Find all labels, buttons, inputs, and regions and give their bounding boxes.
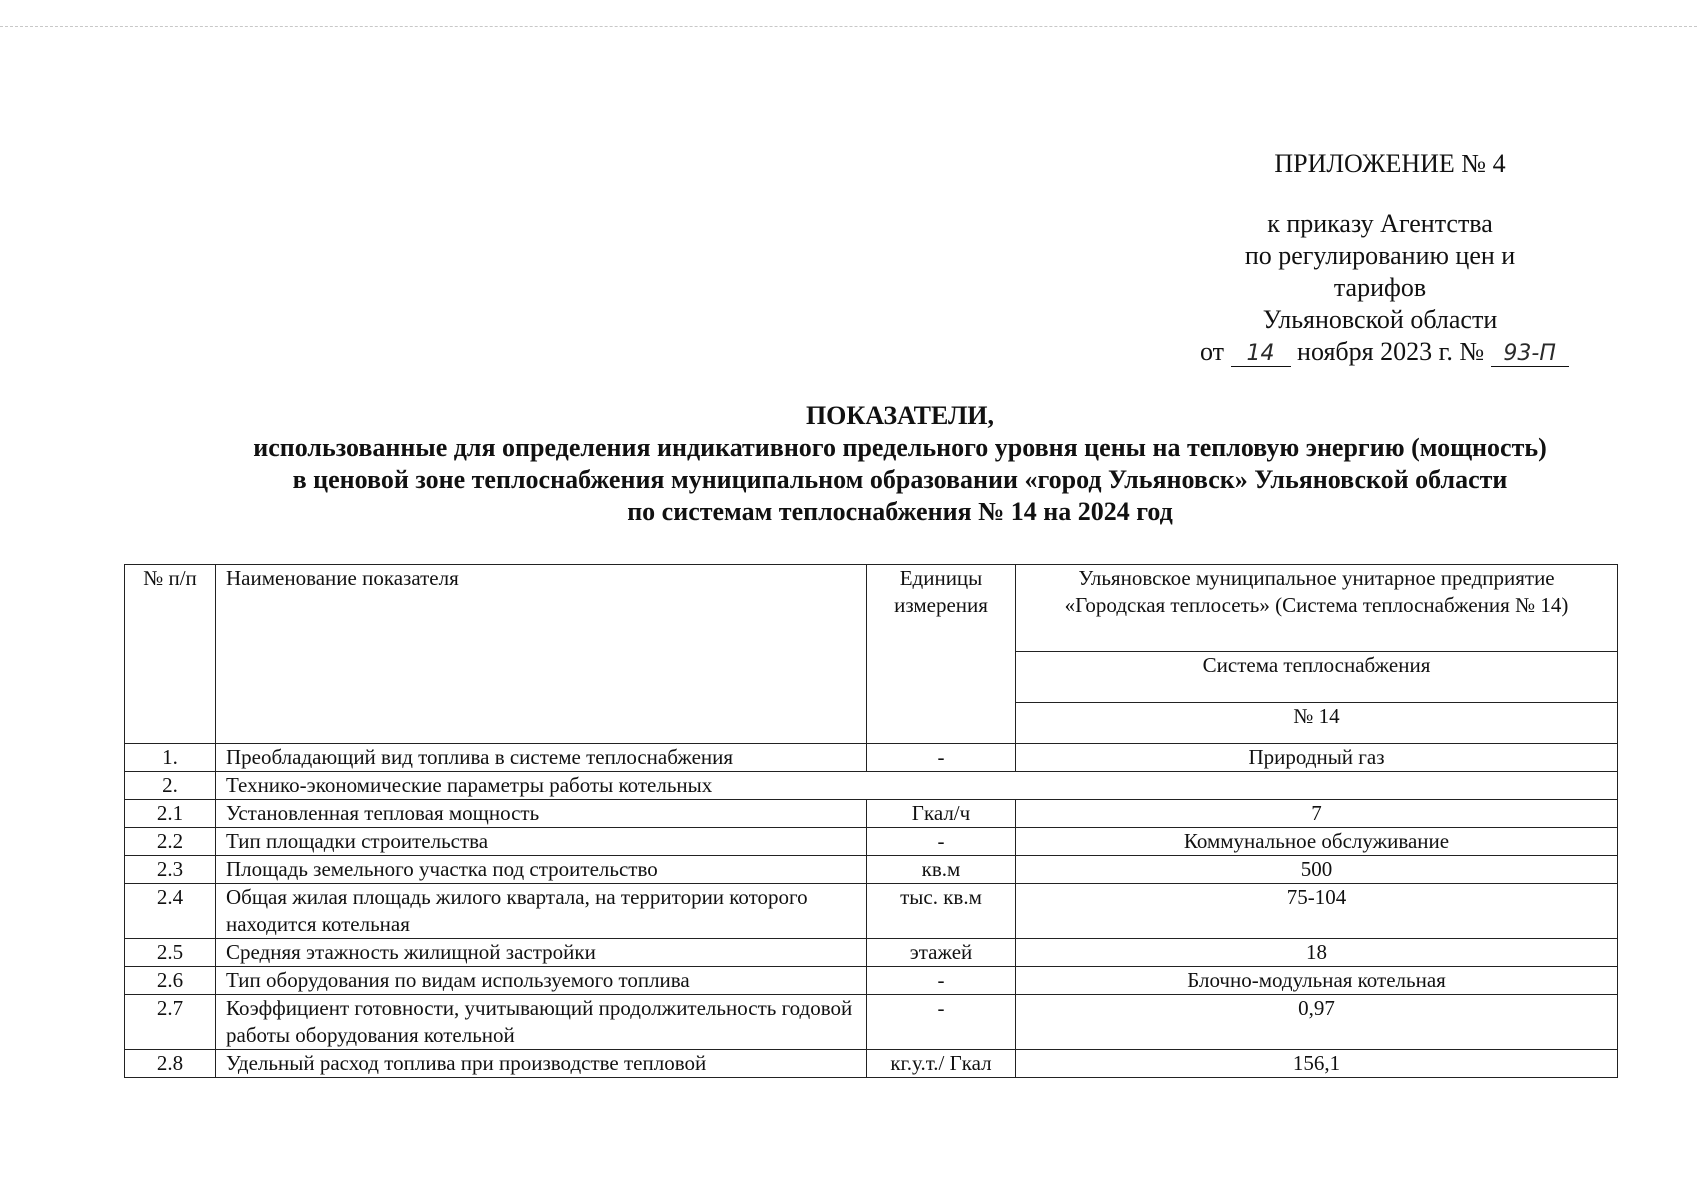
row-number: 2.6 — [125, 967, 216, 995]
handwritten-day: 14 — [1231, 342, 1291, 367]
header-system: Система теплоснабжения — [1016, 651, 1618, 702]
row-indicator-name: Коэффициент готовности, учитывающий продолжительность годовой работы оборудования котельной — [216, 995, 867, 1050]
row-value: 0,97 — [1016, 995, 1618, 1050]
row-number: 2.2 — [125, 828, 216, 856]
row-number: 1. — [125, 744, 216, 772]
row-value: Блочно-модульная котельная — [1016, 967, 1618, 995]
order-date-line — [1200, 336, 1560, 368]
row-indicator-name: Тип площадки строительства — [216, 828, 867, 856]
row-indicator-name: Средняя этажность жилищной застройки — [216, 939, 867, 967]
row-unit: кв.м — [867, 856, 1016, 884]
heading-line-3: по системам теплоснабжения № 14 на 2024 год — [627, 497, 1173, 526]
heading-line-2: в ценовой зоне теплоснабжения муниципальном образовании «город Ульяновск» Ульяновской области — [292, 465, 1508, 494]
row-value: 7 — [1016, 800, 1618, 828]
table-row — [125, 967, 1618, 995]
scan-top-edge — [0, 26, 1697, 27]
row-number: 2.3 — [125, 856, 216, 884]
table-row — [125, 772, 1618, 800]
row-number: 2.4 — [125, 884, 216, 939]
row-unit: Гкал/ч — [867, 800, 1016, 828]
heading-line-1: использованные для определения индикативного предельного уровня цены на тепловую энергию (мощность) — [253, 433, 1547, 462]
table-row — [125, 1050, 1618, 1078]
appendix-block — [1200, 148, 1560, 368]
row-indicator-name: Преобладающий вид топлива в системе теплоснабжения — [216, 744, 867, 772]
table-row — [125, 995, 1618, 1050]
appendix-line-2: по регулированию цен и тарифов — [1244, 241, 1516, 302]
table-row — [125, 939, 1618, 967]
row-indicator-name: Площадь земельного участка под строительство — [216, 856, 867, 884]
document-heading — [120, 400, 1680, 528]
appendix-title: ПРИЛОЖЕНИЕ № 4 — [1274, 149, 1506, 178]
row-value: Природный газ — [1016, 744, 1618, 772]
row-unit: тыс. кв.м — [867, 884, 1016, 939]
heading-title: ПОКАЗАТЕЛИ, — [805, 401, 995, 430]
row-unit: - — [867, 995, 1016, 1050]
row-value: 18 — [1016, 939, 1618, 967]
row-number: 2. — [125, 772, 216, 800]
row-indicator-name: Удельный расход топлива при производстве тепловой — [216, 1050, 867, 1078]
row-number: 2.1 — [125, 800, 216, 828]
row-value: Коммунальное обслуживание — [1016, 828, 1618, 856]
header-organization: Ульяновское муниципальное унитарное предприятие «Городская теплосеть» (Система теплоснабжения № 14) — [1016, 565, 1618, 652]
handwritten-order-number: 93-П — [1491, 342, 1569, 367]
row-value: 156,1 — [1016, 1050, 1618, 1078]
row-section-title: Технико-экономические параметры работы котельных — [216, 772, 1618, 800]
row-indicator-name: Общая жилая площадь жилого квартала, на территории которого находится котельная — [216, 884, 867, 939]
row-unit: - — [867, 967, 1016, 995]
row-value: 75-104 — [1016, 884, 1618, 939]
row-unit: - — [867, 744, 1016, 772]
row-unit: кг.у.т./ Гкал — [867, 1050, 1016, 1078]
date-rest: ноября 2023 г. № — [1297, 337, 1485, 366]
date-prefix: от — [1200, 337, 1225, 366]
table-row — [125, 744, 1618, 772]
appendix-line-1: к приказу Агентства — [1267, 209, 1493, 238]
indicators-table — [124, 564, 1618, 1078]
table-row — [125, 828, 1618, 856]
row-number: 2.8 — [125, 1050, 216, 1078]
table-row — [125, 856, 1618, 884]
row-indicator-name: Тип оборудования по видам используемого топлива — [216, 967, 867, 995]
header-name: Наименование показателя — [216, 565, 867, 744]
row-number: 2.5 — [125, 939, 216, 967]
table-row — [125, 884, 1618, 939]
appendix-line-3: Ульяновской области — [1262, 305, 1498, 334]
row-value: 500 — [1016, 856, 1618, 884]
row-unit: - — [867, 828, 1016, 856]
row-indicator-name: Установленная тепловая мощность — [216, 800, 867, 828]
header-num: № п/п — [125, 565, 216, 744]
row-unit: этажей — [867, 939, 1016, 967]
row-number: 2.7 — [125, 995, 216, 1050]
header-unit: Единицы измерения — [867, 565, 1016, 744]
header-system-number: № 14 — [1016, 703, 1618, 744]
table-row — [125, 800, 1618, 828]
